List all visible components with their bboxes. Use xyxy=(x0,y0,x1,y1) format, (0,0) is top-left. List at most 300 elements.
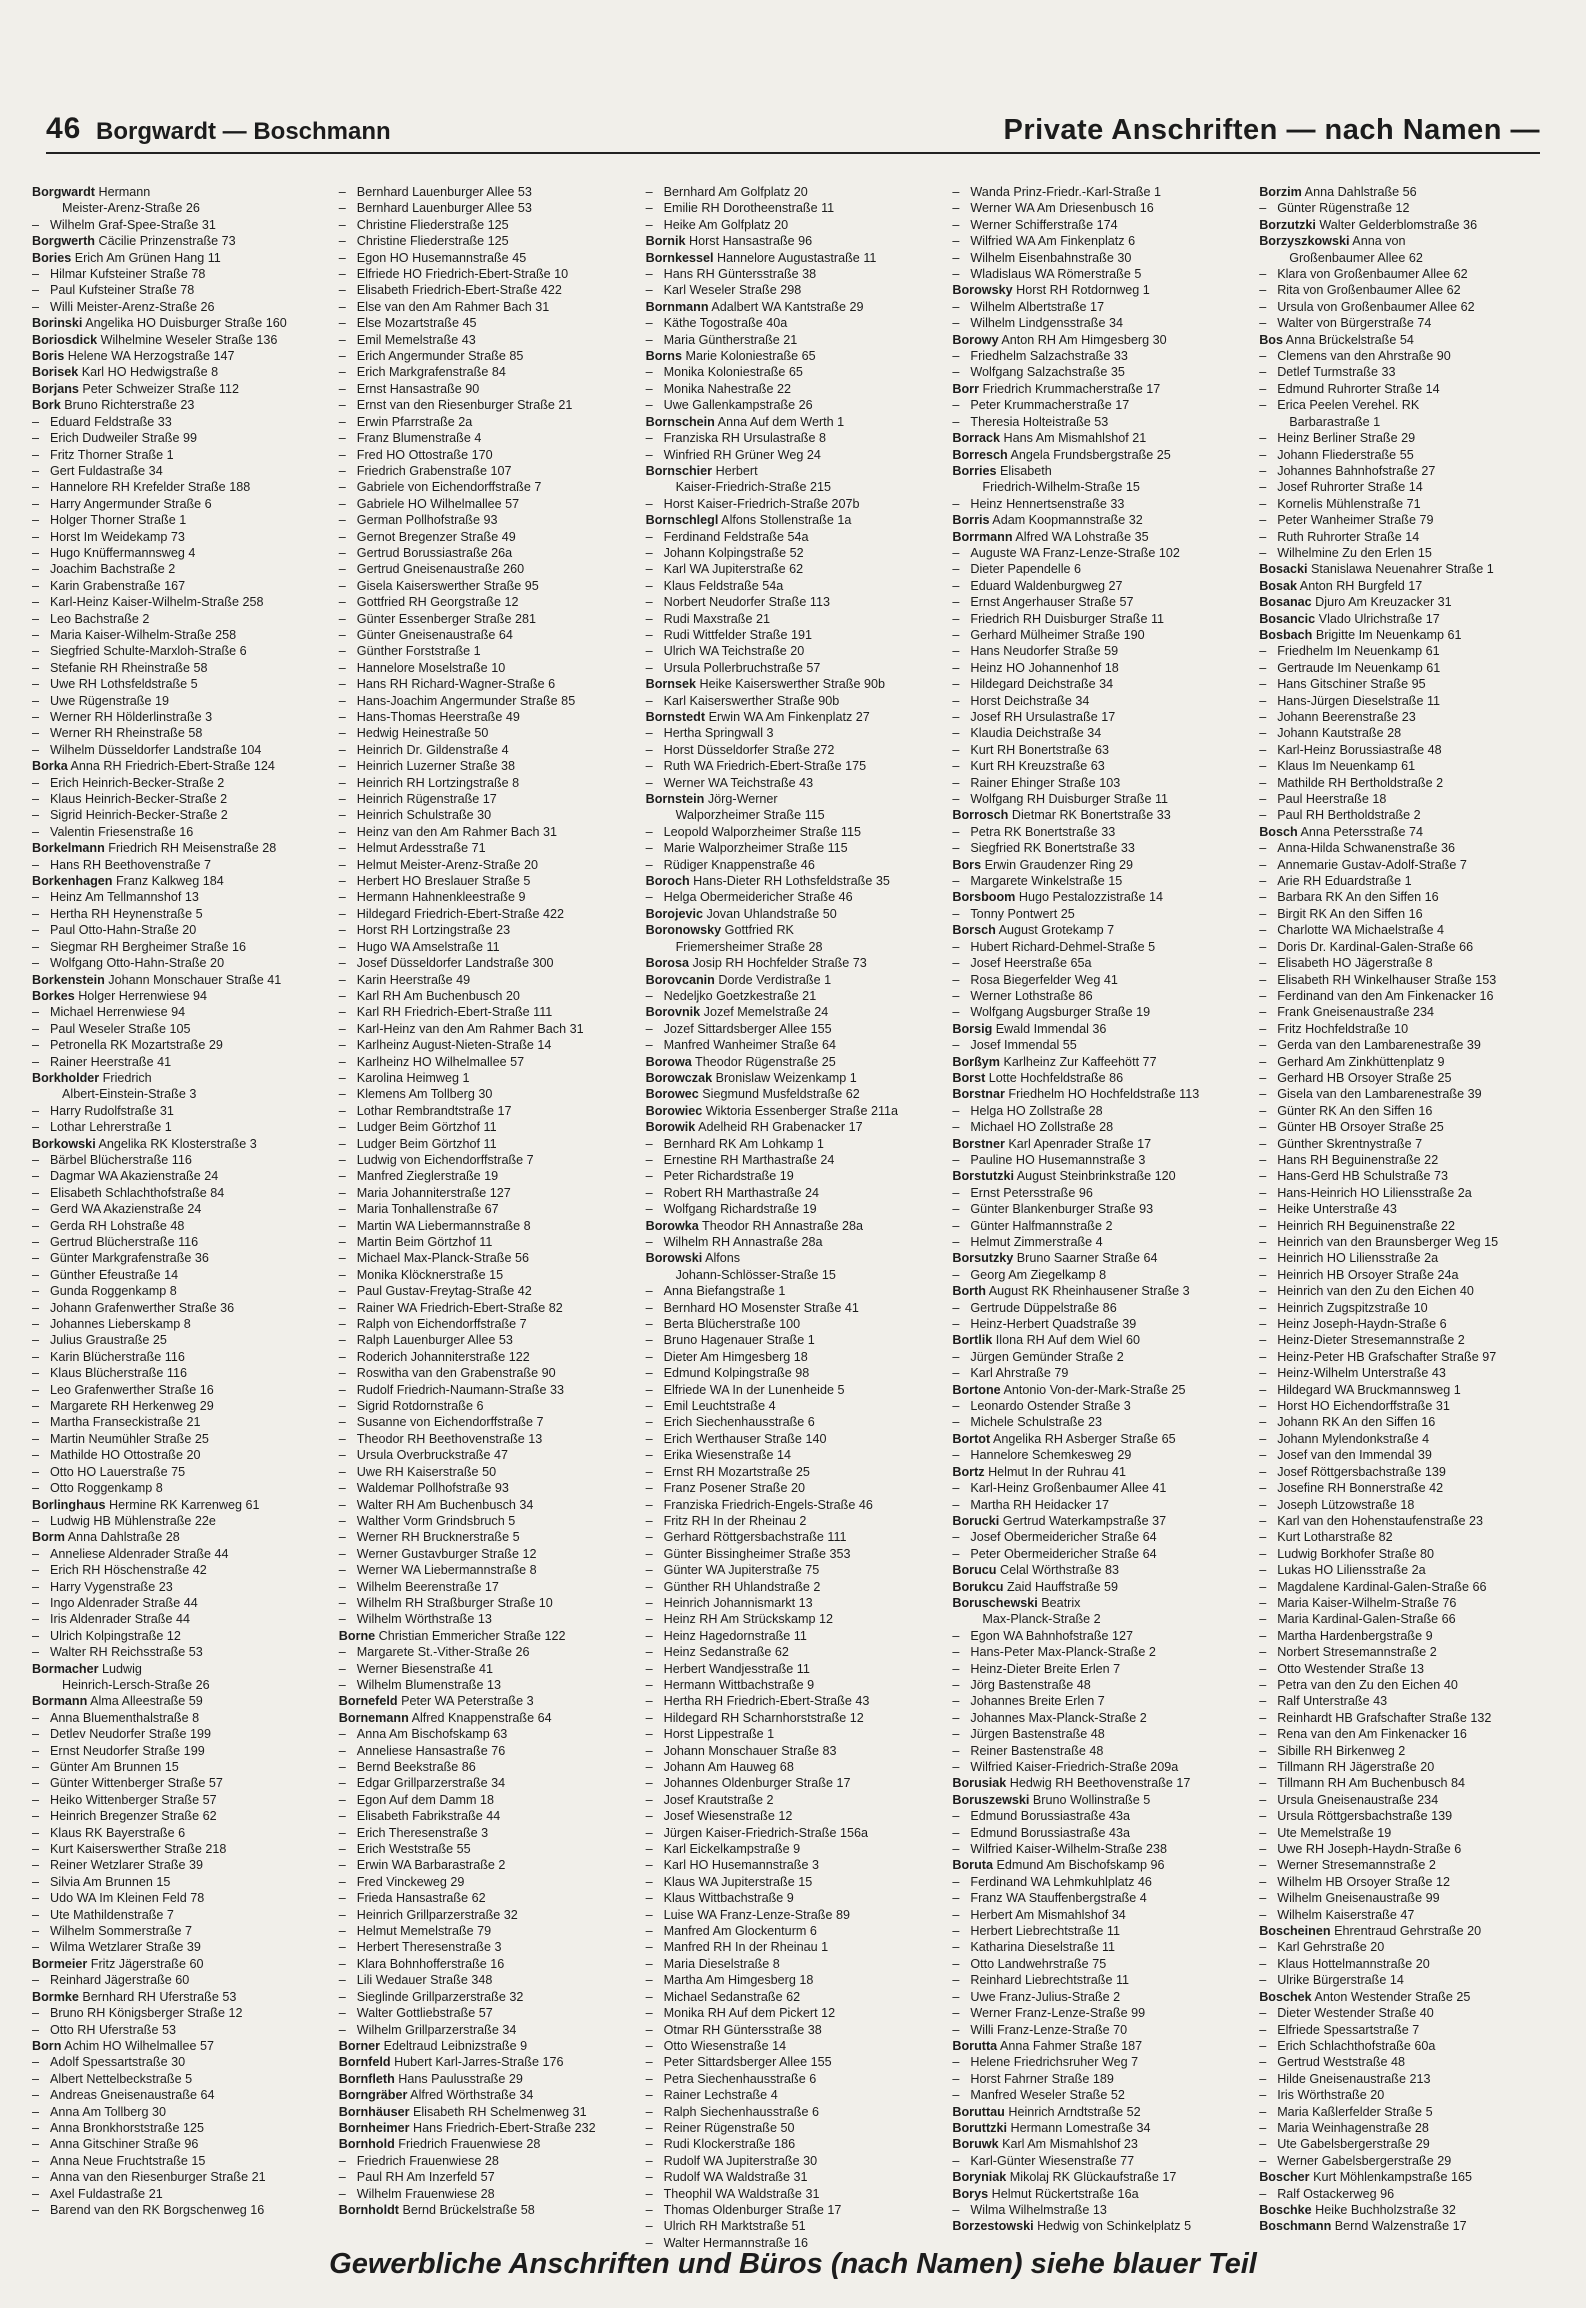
directory-entry: – Friedhelm Salzachstraße 33 xyxy=(952,349,1128,364)
entry-dash: – xyxy=(952,2055,960,2070)
entry-dash: – xyxy=(952,710,960,724)
directory-entry: – Heinrich Luzerner Straße 38 xyxy=(338,759,515,774)
entry-dash: – xyxy=(645,1333,653,1348)
entry-dash: – xyxy=(952,956,960,971)
directory-entry: Bornschein Anna Auf dem Werth 1 xyxy=(645,414,845,429)
directory-entry: – Friedrich RH Duisburger Straße 11 xyxy=(952,611,1165,626)
entry-dash: – xyxy=(1259,2137,1267,2152)
entry-dash: – xyxy=(32,1202,40,1217)
entry-dash: – xyxy=(952,1989,960,2004)
directory-entry: – Uwe RH Kaiserstraße 50 xyxy=(338,1464,497,1479)
page-name-range: Borgwardt — Boschmann xyxy=(96,118,391,145)
directory-entry: – Willi Meister-Arenz-Straße 26 xyxy=(32,299,215,314)
directory-entry: Borisek Karl HO Hedwigstraße 8 xyxy=(32,365,219,380)
entry-surname: Borowski xyxy=(645,1251,703,1266)
directory-entry: – Hedwig Heinestraße 50 xyxy=(338,726,489,741)
directory-entry: Borzim Anna Dahlstraße 56 xyxy=(1259,185,1417,199)
entry-dash: – xyxy=(952,1842,960,1857)
directory-entry: – Dieter Westender Straße 40 xyxy=(1259,2006,1434,2021)
entry-dash: – xyxy=(645,2186,653,2201)
directory-entry: – Wilma Wetzlarer Straße 39 xyxy=(32,1940,201,1955)
directory-entry: – Berta Blücherstraße 100 xyxy=(645,1317,801,1332)
directory-entry: – Johann Mylendonkstraße 4 xyxy=(1259,1431,1430,1446)
entry-dash: – xyxy=(338,972,346,987)
entry-dash: – xyxy=(338,381,346,396)
entry-dash: – xyxy=(32,693,40,708)
directory-entry: – Gertraude Im Neuenkamp 61 xyxy=(1259,660,1441,675)
directory-entry: – Rüdiger Knappenstraße 46 xyxy=(645,857,815,872)
entry-dash: – xyxy=(952,414,960,429)
entry-dash: – xyxy=(32,545,40,560)
directory-entry: – Maria Kaiser-Wilhelm-Straße 258 xyxy=(32,627,237,642)
directory-entry: – Peter Obermeidericher Straße 64 xyxy=(952,1546,1157,1561)
directory-column-1 xyxy=(32,184,325,2217)
entry-dash: – xyxy=(338,1661,346,1676)
directory-entry: – Arie RH Eduardstraße 1 xyxy=(1259,874,1412,889)
directory-entry: – Hildegard RH Scharnhorststraße 12 xyxy=(645,1710,864,1725)
entry-dash: – xyxy=(32,627,40,642)
directory-entry: – Wilhelm Eisenbahnstraße 30 xyxy=(952,250,1132,265)
entry-surname: Borukcu xyxy=(952,1579,1004,1594)
entry-dash: – xyxy=(338,1464,346,1479)
directory-entry: Boryniak Mikolaj RK Glückaufstraße 17 xyxy=(952,2170,1177,2185)
directory-entry: – Wilhelm Blumenstraße 13 xyxy=(338,1677,501,1692)
directory-entry: – Emil Leuchtstraße 4 xyxy=(645,1399,776,1414)
directory-entry: – Anna Neue Fruchtstraße 15 xyxy=(32,2153,206,2168)
directory-entry: Borrack Hans Am Mismahlshof 21 xyxy=(952,431,1147,446)
directory-entry: – Karl Weseler Straße 298 xyxy=(645,283,802,298)
entry-dash: – xyxy=(1259,398,1267,413)
entry-dash: – xyxy=(645,217,653,232)
directory-entry: – Hubert Richard-Dehmel-Straße 5 xyxy=(952,939,1156,954)
entry-dash: – xyxy=(1259,759,1267,774)
directory-entry: – Roswitha van den Grabenstraße 90 xyxy=(338,1366,556,1381)
directory-entry: – Leo Bachstraße 2 xyxy=(32,611,150,626)
entry-surname: Borstutzki xyxy=(952,1169,1014,1184)
directory-entry: – Rita von Großenbaumer Allee 62 xyxy=(1259,283,1461,298)
entry-dash: – xyxy=(952,2202,960,2217)
entry-dash: – xyxy=(952,595,960,610)
entry-dash: – xyxy=(645,627,653,642)
directory-entry: – Helmut Meister-Arenz-Straße 20 xyxy=(338,857,539,872)
entry-dash: – xyxy=(952,792,960,807)
entry-dash: – xyxy=(1259,2022,1267,2037)
directory-entry: – Karl Eickelkampstraße 9 xyxy=(645,1842,801,1857)
entry-dash: – xyxy=(32,1021,40,1036)
entry-dash: – xyxy=(32,1038,40,1053)
entry-dash: – xyxy=(32,1842,40,1857)
directory-entry: – Ernst Angerhauser Straße 57 xyxy=(952,595,1134,610)
entry-dash: – xyxy=(952,874,960,889)
directory-entry: – Karl RH Friedrich-Ebert-Straße 111 xyxy=(338,1005,553,1020)
directory-entry: – Jörg Bastenstraße 48 xyxy=(952,1677,1091,1692)
entry-dash: – xyxy=(32,463,40,478)
entry-dash: – xyxy=(1259,1284,1267,1299)
directory-entry: – Hertha RH Heynenstraße 5 xyxy=(32,906,203,921)
entry-dash: – xyxy=(1259,2038,1267,2053)
entry-dash: – xyxy=(1259,1891,1267,1906)
directory-entry: – Günter Gneisenaustraße 64 xyxy=(338,627,513,642)
entry-surname: Bortz xyxy=(952,1464,985,1479)
entry-dash: – xyxy=(32,1891,40,1906)
directory-entry: – Birgit RK An den Siffen 16 xyxy=(1259,906,1423,921)
entry-dash: – xyxy=(1259,2055,1267,2070)
directory-entry: – Stefanie RH Rheinstraße 58 xyxy=(32,660,208,675)
directory-entry: – Joachim Bachstraße 2 xyxy=(32,562,176,577)
directory-entry: Borsch August Grotekamp 7 xyxy=(952,923,1115,938)
directory-entry: – Josef Röttgersbachstraße 139 xyxy=(1259,1464,1446,1479)
entry-dash: – xyxy=(952,1661,960,1676)
entry-surname: Borstner xyxy=(952,1136,1005,1151)
directory-entry: – Rudi Klockerstraße 186 xyxy=(645,2137,796,2152)
entry-surname: Bornsek xyxy=(645,677,696,692)
entry-dash: – xyxy=(1259,1136,1267,1151)
entry-surname: Bosch xyxy=(1259,824,1298,839)
directory-entry: – Günter HB Orsoyer Straße 25 xyxy=(1259,1120,1444,1135)
entry-dash: – xyxy=(1259,1661,1267,1676)
directory-entry: Borucu Celal Wörthstraße 83 xyxy=(952,1563,1119,1578)
entry-dash: – xyxy=(952,1120,960,1135)
directory-entry: Borstutzki August Steinbrinkstraße 120 xyxy=(952,1169,1176,1184)
entry-dash: – xyxy=(32,1825,40,1840)
entry-surname: Bortone xyxy=(952,1382,1001,1397)
directory-entry: Bornstedt Erwin WA Am Finkenplatz 27 xyxy=(645,710,870,724)
directory-entry: – Holger Thorner Straße 1 xyxy=(32,513,187,528)
directory-entry: Meister-Arenz-Straße 26 xyxy=(62,201,200,216)
entry-dash: – xyxy=(1259,431,1267,446)
entry-dash: – xyxy=(1259,480,1267,495)
entry-dash: – xyxy=(1259,906,1267,921)
directory-entry: – Gertrude Düppelstraße 86 xyxy=(952,1300,1117,1315)
entry-dash: – xyxy=(645,1169,653,1184)
entry-dash: – xyxy=(952,185,960,199)
directory-entry: – Ernestine RH Marthastraße 24 xyxy=(645,1152,835,1167)
entry-surname: Boruta xyxy=(952,1858,993,1873)
entry-dash: – xyxy=(645,1136,653,1151)
entry-dash: – xyxy=(645,1792,653,1807)
directory-entry: – Wilhelm Lindgensstraße 34 xyxy=(952,316,1123,331)
directory-entry: – Käthe Togostraße 40a xyxy=(645,316,788,331)
entry-dash: – xyxy=(338,660,346,675)
directory-entry: – Reinhard Jägerstraße 60 xyxy=(32,1973,190,1988)
directory-entry: – Hildegard Deichstraße 34 xyxy=(952,677,1114,692)
entry-dash: – xyxy=(1259,726,1267,741)
entry-dash: – xyxy=(645,1530,653,1545)
entry-dash: – xyxy=(32,710,40,724)
directory-entry: Bornmann Adalbert WA Kantstraße 29 xyxy=(645,299,864,314)
directory-entry: – Edmund Ruhrorter Straße 14 xyxy=(1259,381,1440,396)
entry-surname: Bories xyxy=(32,250,72,265)
directory-entry: – Hans-Peter Max-Planck-Straße 2 xyxy=(952,1645,1156,1660)
entry-dash: – xyxy=(338,1136,346,1151)
entry-dash: – xyxy=(338,1251,346,1266)
directory-entry: – Michele Schulstraße 23 xyxy=(952,1415,1102,1430)
directory-entry: – Manfred Am Glockenturm 6 xyxy=(645,1924,817,1939)
directory-entry: Borngräber Alfred Wörthstraße 34 xyxy=(338,2088,534,2103)
entry-dash: – xyxy=(32,824,40,839)
entry-dash: – xyxy=(32,677,40,692)
entry-dash: – xyxy=(32,1120,40,1135)
entry-dash: – xyxy=(338,1103,346,1118)
directory-entry: Borosa Josip RH Hochfelder Straße 73 xyxy=(645,956,867,971)
directory-entry: – Hannelore RH Krefelder Straße 188 xyxy=(32,480,251,495)
entry-dash: – xyxy=(1259,1956,1267,1971)
directory-entry: Bortz Helmut In der Ruhrau 41 xyxy=(952,1464,1126,1479)
entry-dash: – xyxy=(338,578,346,593)
directory-entry: – Günter Blankenburger Straße 93 xyxy=(952,1202,1154,1217)
entry-dash: – xyxy=(645,1809,653,1824)
directory-entry: – Wilhelm Kaiserstraße 47 xyxy=(1259,1907,1415,1922)
directory-entry: – Rena van den Am Finkenacker 16 xyxy=(1259,1727,1467,1742)
directory-entry: – Hans RH Beethovenstraße 7 xyxy=(32,857,212,872)
entry-dash: – xyxy=(32,1103,40,1118)
directory-entry: – Klara Bohnhofferstraße 16 xyxy=(338,1956,505,1971)
directory-entry: Max-Planck-Straße 2 xyxy=(982,1612,1101,1627)
entry-dash: – xyxy=(1259,1628,1267,1643)
entry-dash: – xyxy=(1259,349,1267,364)
entry-dash: – xyxy=(1259,1940,1267,1955)
entry-dash: – xyxy=(952,1185,960,1200)
entry-dash: – xyxy=(1259,1792,1267,1807)
entry-dash: – xyxy=(338,1973,346,1988)
directory-entry: – Theophil WA Waldstraße 31 xyxy=(645,2186,820,2201)
entry-dash: – xyxy=(32,1005,40,1020)
entry-dash: – xyxy=(952,644,960,659)
entry-dash: – xyxy=(645,2235,653,2250)
directory-entry: – Marie Walporzheimer Straße 115 xyxy=(645,841,848,856)
directory-entry: – Karl van den Hohenstaufenstraße 23 xyxy=(1259,1513,1484,1528)
entry-dash: – xyxy=(1259,1349,1267,1364)
entry-dash: – xyxy=(338,1825,346,1840)
entry-dash: – xyxy=(338,299,346,314)
directory-entry: – Rainer Heerstraße 41 xyxy=(32,1054,172,1069)
entry-dash: – xyxy=(645,1464,653,1479)
entry-dash: – xyxy=(338,1940,346,1955)
directory-entry: – Gertrud Blücherstraße 116 xyxy=(32,1235,199,1249)
directory-entry: – Margarete RH Herkenweg 29 xyxy=(32,1399,214,1414)
directory-entry: – Bärbel Blücherstraße 116 xyxy=(32,1152,192,1167)
directory-entry: – Detlef Turmstraße 33 xyxy=(1259,365,1396,380)
entry-dash: – xyxy=(645,824,653,839)
directory-entry: – Erich Weststraße 55 xyxy=(338,1842,471,1857)
directory-entry: Boscher Kurt Möhlenkampstraße 165 xyxy=(1259,2170,1472,2185)
entry-surname: Boruwk xyxy=(952,2137,999,2152)
directory-entry: – Ruth WA Friedrich-Ebert-Straße 175 xyxy=(645,759,867,774)
entry-dash: – xyxy=(338,808,346,823)
section-title: Private Anschriften — nach Namen — xyxy=(1003,114,1540,146)
entry-dash: – xyxy=(338,857,346,872)
directory-entry: – Werner Franz-Lenze-Straße 99 xyxy=(952,2006,1146,2021)
directory-entry: – Monika RH Auf dem Pickert 12 xyxy=(645,2006,836,2021)
directory-entry: – Lothar Rembrandtstraße 17 xyxy=(338,1103,512,1118)
directory-entry: – Erich Werthauser Straße 140 xyxy=(645,1431,827,1446)
directory-entry: – Franz Posener Straße 20 xyxy=(645,1481,805,1496)
entry-dash: – xyxy=(32,562,40,577)
directory-entry: – Werner Gabelsbergerstraße 29 xyxy=(1259,2153,1452,2168)
directory-entry: Borrmann Alfred WA Lohstraße 35 xyxy=(952,529,1149,544)
entry-dash: – xyxy=(338,1563,346,1578)
entry-dash: – xyxy=(1259,1300,1267,1315)
directory-entry: Borsutzky Bruno Saarner Straße 64 xyxy=(952,1251,1158,1266)
entry-surname: Bornfeld xyxy=(338,2055,391,2070)
entry-dash: – xyxy=(1259,1021,1267,1036)
entry-dash: – xyxy=(1259,1070,1267,1085)
entry-dash: – xyxy=(952,841,960,856)
entry-dash: – xyxy=(338,644,346,659)
directory-entry: – Maria Kardinal-Galen-Straße 66 xyxy=(1259,1612,1456,1627)
entry-dash: – xyxy=(1259,2120,1267,2135)
directory-entry: – Ursula Overbruckstraße 47 xyxy=(338,1448,508,1463)
directory-entry: – Heinrich Schulstraße 30 xyxy=(338,808,492,823)
directory-entry: – Sibille RH Birkenweg 2 xyxy=(1259,1743,1406,1758)
entry-dash: – xyxy=(32,414,40,429)
entry-surname: Bork xyxy=(32,398,61,413)
entry-dash: – xyxy=(32,1874,40,1889)
entry-surname: Bornik xyxy=(645,234,686,249)
entry-dash: – xyxy=(1259,677,1267,692)
entry-dash: – xyxy=(645,857,653,872)
directory-entry: – Elisabeth HO Jägerstraße 8 xyxy=(1259,956,1433,971)
directory-entry: – Helmut Ardesstraße 71 xyxy=(338,841,486,856)
directory-entry: – Günter Markgrafenstraße 36 xyxy=(32,1251,209,1266)
entry-dash: – xyxy=(32,660,40,675)
entry-dash: – xyxy=(338,1677,346,1692)
directory-entry: – Erwin WA Barbarastraße 2 xyxy=(338,1858,506,1873)
directory-entry: – Ralph Lauenburger Allee 53 xyxy=(338,1333,513,1348)
entry-dash: – xyxy=(645,2219,653,2234)
entry-dash: – xyxy=(1259,1481,1267,1496)
entry-dash: – xyxy=(1259,1546,1267,1561)
directory-entry: – Harry Vygenstraße 23 xyxy=(32,1579,173,1594)
entry-dash: – xyxy=(645,2120,653,2135)
entry-dash: – xyxy=(32,1267,40,1282)
entry-surname: Borstnar xyxy=(952,1087,1005,1102)
directory-entry: Bornheimer Hans Friedrich-Ebert-Straße 232 xyxy=(338,2120,596,2135)
directory-entry: – Karl-Heinz van den Am Rahmer Bach 31 xyxy=(338,1021,584,1036)
entry-surname: Bornstein xyxy=(645,792,705,807)
directory-entry: – Johann Beerenstraße 23 xyxy=(1259,710,1416,724)
directory-entry: – Lukas HO Liliensstraße 2a xyxy=(1259,1563,1426,1578)
directory-entry: – Günter Essenberger Straße 281 xyxy=(338,611,537,626)
directory-entry: – Roderich Johanniterstraße 122 xyxy=(338,1349,530,1364)
entry-dash: – xyxy=(1259,513,1267,528)
directory-entry: Boruwk Karl Am Mismahlshof 23 xyxy=(952,2137,1138,2152)
entry-surname: Bosak xyxy=(1259,578,1297,593)
entry-dash: – xyxy=(338,1481,346,1496)
entry-dash: – xyxy=(645,726,653,741)
entry-dash: – xyxy=(645,1874,653,1889)
entry-dash: – xyxy=(645,1989,653,2004)
directory-entry: – Werner RH Brucknerstraße 5 xyxy=(338,1530,520,1545)
directory-entry: – Wilfried Kaiser-Friedrich-Straße 209a xyxy=(952,1760,1179,1774)
entry-dash: – xyxy=(1259,447,1267,462)
directory-entry: – Johannes Breite Erlen 7 xyxy=(952,1694,1105,1709)
entry-dash: – xyxy=(32,496,40,511)
directory-entry: – Gerhard HB Orsoyer Straße 25 xyxy=(1259,1070,1452,1085)
directory-entry: Borjans Peter Schweizer Straße 112 xyxy=(32,381,239,396)
directory-entry: – Paul Heerstraße 18 xyxy=(1259,792,1387,807)
directory-entry: – Gerhard Am Zinkhüttenplatz 9 xyxy=(1259,1054,1445,1069)
directory-entry: – Hermann Hahnenkleestraße 9 xyxy=(338,890,526,905)
entry-dash: – xyxy=(338,1989,346,2004)
directory-entry: – Frieda Hansastraße 62 xyxy=(338,1891,486,1906)
entry-dash: – xyxy=(32,1579,40,1594)
entry-dash: – xyxy=(1259,775,1267,790)
directory-entry: Borkowski Angelika RK Klosterstraße 3 xyxy=(32,1136,257,1151)
directory-entry: – Johann RK An den Siffen 16 xyxy=(1259,1415,1436,1430)
directory-entry: Boschek Anton Westender Straße 25 xyxy=(1259,1989,1471,2004)
entry-dash: – xyxy=(645,759,653,774)
entry-dash: – xyxy=(338,1070,346,1085)
entry-dash: – xyxy=(645,1284,653,1299)
entry-dash: – xyxy=(1259,1415,1267,1430)
entry-dash: – xyxy=(645,1858,653,1873)
directory-entry: – Josef Düsseldorfer Landstraße 300 xyxy=(338,956,554,971)
entry-dash: – xyxy=(32,578,40,593)
entry-dash: – xyxy=(952,1103,960,1118)
entry-dash: – xyxy=(952,693,960,708)
directory-entry: – Gerd WA Akazienstraße 24 xyxy=(32,1202,202,1217)
entry-dash: – xyxy=(1259,1579,1267,1594)
entry-dash: – xyxy=(1259,1595,1267,1610)
entry-dash: – xyxy=(1259,1251,1267,1266)
entry-dash: – xyxy=(1259,201,1267,216)
entry-dash: – xyxy=(32,1399,40,1414)
entry-dash: – xyxy=(338,2153,346,2168)
directory-entry: Borner Edeltraud Leibnizstraße 9 xyxy=(338,2038,528,2053)
directory-entry: – Heinz HO Johannenhof 18 xyxy=(952,660,1119,675)
entry-surname: Borys xyxy=(952,2186,989,2201)
entry-surname: Bornemann xyxy=(338,1710,409,1725)
entry-surname: Borries xyxy=(952,463,997,478)
directory-entry: Boroch Hans-Dieter RH Lothsfeldstraße 35 xyxy=(645,874,890,889)
entry-dash: – xyxy=(645,742,653,757)
entry-dash: – xyxy=(645,1727,653,1742)
entry-surname: Borzyszkowski xyxy=(1259,234,1350,249)
directory-entry: – Heinrich van den Zu den Eichen 40 xyxy=(1259,1284,1474,1299)
entry-dash: – xyxy=(952,1038,960,1053)
directory-entry: Boruttzki Hermann Lomestraße 34 xyxy=(952,2120,1151,2135)
directory-entry: Bories Erich Am Grünen Hang 11 xyxy=(32,250,221,265)
entry-dash: – xyxy=(32,742,40,757)
entry-surname: Borkenstein xyxy=(32,972,105,987)
entry-surname: Borzim xyxy=(1259,185,1302,199)
directory-entry: – Klaudia Deichstraße 34 xyxy=(952,726,1102,741)
directory-entry: Borowec Siegmund Musfeldstraße 62 xyxy=(645,1087,860,1102)
entry-dash: – xyxy=(645,201,653,216)
directory-entry: – Heinrich HO Liliensstraße 2a xyxy=(1259,1251,1439,1266)
directory-entry: – Ludwig von Eichendorffstraße 7 xyxy=(338,1152,534,1167)
directory-entry: – Martha Hardenbergstraße 9 xyxy=(1259,1628,1433,1643)
entry-dash: – xyxy=(1259,1317,1267,1332)
directory-entry: – Gunda Roggenkamp 8 xyxy=(32,1284,177,1299)
entry-dash: – xyxy=(1259,1645,1267,1660)
entry-dash: – xyxy=(1259,1727,1267,1742)
directory-entry: – Hans-Heinrich HO Liliensstraße 2a xyxy=(1259,1185,1472,1200)
entry-surname: Bosacki xyxy=(1259,562,1308,577)
entry-dash: – xyxy=(1259,1612,1267,1627)
entry-dash: – xyxy=(952,611,960,626)
entry-dash: – xyxy=(1259,1710,1267,1725)
entry-surname: Borsig xyxy=(952,1021,993,1036)
directory-entry: – Rudolf WA Waldstraße 31 xyxy=(645,2170,808,2185)
entry-dash: – xyxy=(338,513,346,528)
directory-entry: – Klaus Hottelmannstraße 20 xyxy=(1259,1956,1430,1971)
entry-dash: – xyxy=(645,2153,653,2168)
entry-dash: – xyxy=(952,1005,960,1020)
directory-entry: – Werner RH Hölderlinstraße 3 xyxy=(32,710,213,724)
entry-surname: Bornschier xyxy=(645,463,713,478)
